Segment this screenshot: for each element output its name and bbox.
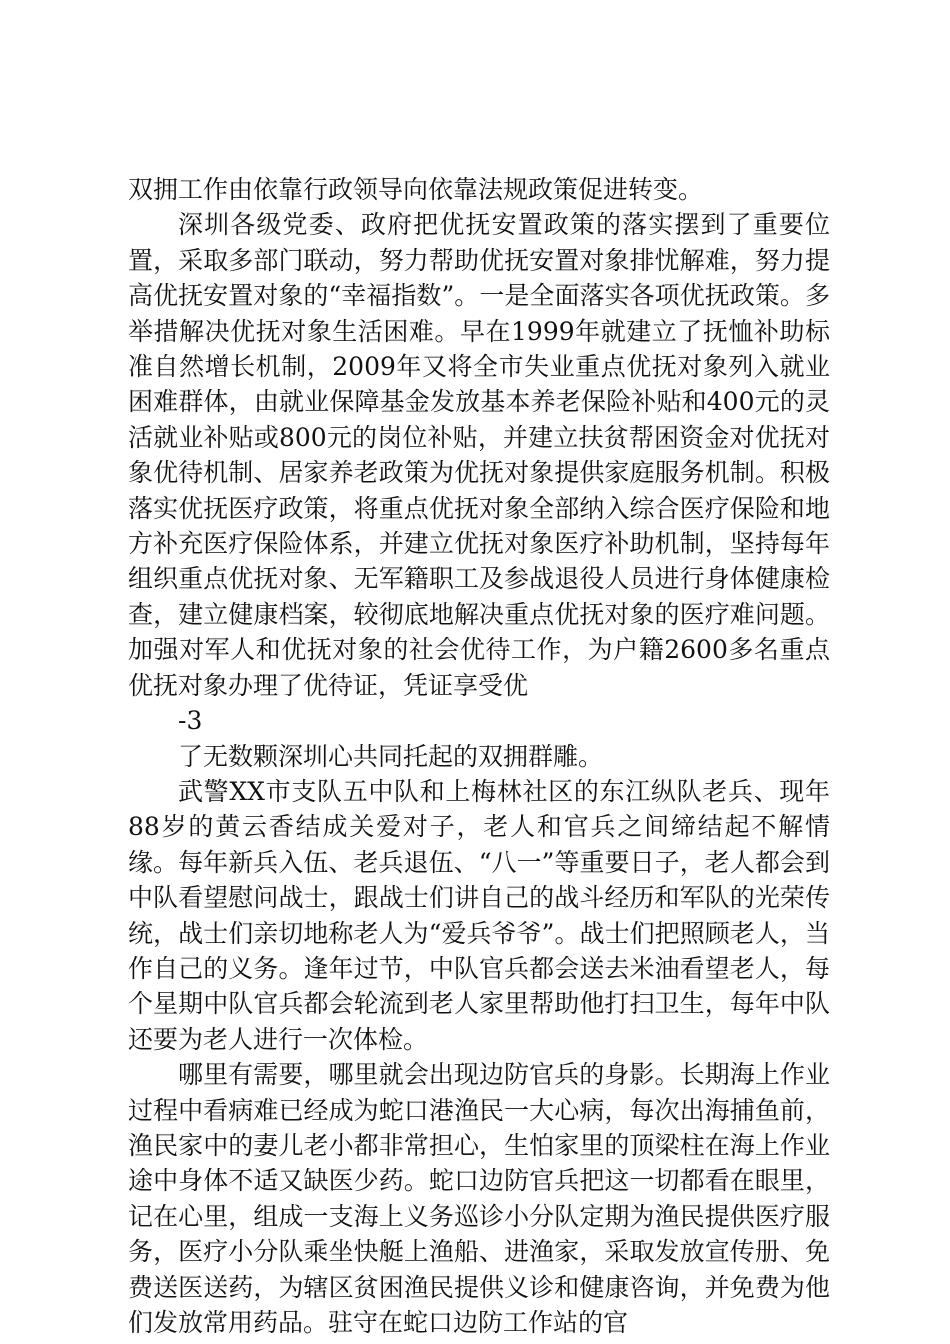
- paragraph-continuation: 双拥工作由依靠行政领导向依靠法规政策促进转变。: [128, 175, 704, 204]
- paragraph-armed-police: 武警XX市支队五中队和上梅林社区的东江纵队老兵、现年88岁的黄云香结成关爱对子，老人和官兵之间缔结起不解情缘。每年新兵入伍、老兵退伍、“八一”等重要日子，老人都会到中队看望慰问战士，跟战士们讲自己的战斗经历和军队的光荣传统，战士们亲切地称老人为“爱兵爷爷”。战士们把照顾老人，当作自己的义务。逢年过节，中队官兵都会送去米油看望老人，每个星期中队官兵都会轮流到老人家里帮助他打扫卫生，每年中队还要为老人进行一次体检。: [128, 776, 830, 1054]
- paragraph-border-defense: 哪里有需要，哪里就会出现边防官兵的身影。长期海上作业过程中看病难已经成为蛇口港渔民一大心病，每次出海捕鱼前，渔民家中的妻儿老小都非常担心，生怕家里的顶梁柱在海上作业途中身体不适又缺医少药。蛇口边防官兵把这一切都看在眼里，记在心里，组成一支海上义务巡诊小分队定期为渔民提供医疗服务，医疗小分队乘坐快艇上渔船、进渔家，采取发放宣传册、免费送医送药，为辖区贫困渔民提供义诊和健康咨询，并免费为他们发放常用药品。驻守在蛇口边防工作站的官: [128, 1060, 830, 1337]
- paragraph-preferential-policy: 深圳各级党委、政府把优抚安置政策的落实摆到了重要位置，采取多部门联动，努力帮助优抚安置对象排忧解难，努力提高优抚安置对象的“幸福指数”。一是全面落实各项优抚政策。多举措解决优抚对象生活困难。早在1999年就建立了抚恤补助标准自然增长机制，2009年又将全市失业重点优抚对象列入就业困难群体，由就业保障基金发放基本养老保险补贴和400元的灵活就业补贴或800元的岗位补贴，并建立扶贫帮困资金对优抚对象优待机制、居家养老政策为优抚对象提供家庭服务机制。积极落实优抚医疗政策，将重点优抚对象全部纳入综合医疗保险和地方补充医疗保险体系，并建立优抚对象医疗补助机制，坚持每年组织重点优抚对象、无军籍职工及参战退役人员进行身体健康检查，建立健康档案，较彻底地解决重点优抚对象的医疗难问题。加强对军人和优抚对象的社会优待工作，为户籍2600多名重点优抚对象办理了优待证，凭证享受优: [128, 210, 830, 700]
- paragraph-sculpture: 了无数颗深圳心共同托起的双拥群雕。: [178, 741, 604, 771]
- document-page: [128, 172, 830, 1340]
- page-number: -3: [178, 706, 203, 736]
